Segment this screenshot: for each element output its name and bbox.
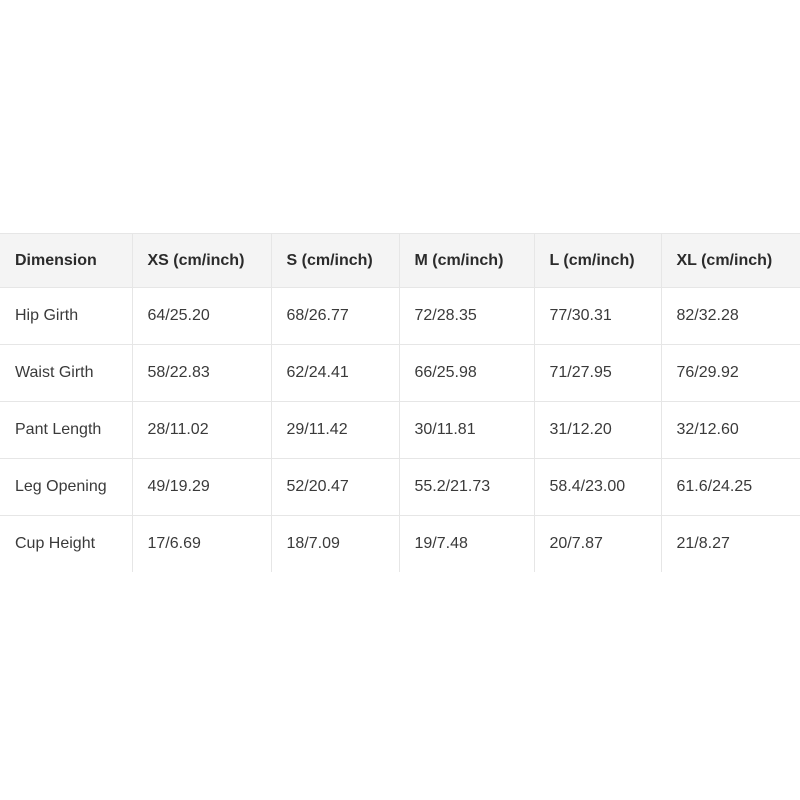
table-cell: 30/11.81 bbox=[399, 402, 534, 459]
table-cell: 58.4/23.00 bbox=[534, 459, 661, 516]
table-row bbox=[0, 459, 800, 516]
table-row bbox=[0, 288, 800, 345]
row-label: Pant Length bbox=[0, 402, 132, 459]
table-cell: 17/6.69 bbox=[132, 516, 271, 573]
table-row bbox=[0, 345, 800, 402]
row-label: Leg Opening bbox=[0, 459, 132, 516]
header-xl: XL (cm/inch) bbox=[661, 234, 800, 288]
header-m: M (cm/inch) bbox=[399, 234, 534, 288]
size-chart-table bbox=[0, 233, 800, 572]
row-label: Cup Height bbox=[0, 516, 132, 573]
table-cell: 58/22.83 bbox=[132, 345, 271, 402]
row-label: Waist Girth bbox=[0, 345, 132, 402]
table-row bbox=[0, 402, 800, 459]
table-cell: 72/28.35 bbox=[399, 288, 534, 345]
table-cell: 29/11.42 bbox=[271, 402, 399, 459]
table-cell: 62/24.41 bbox=[271, 345, 399, 402]
table-cell: 52/20.47 bbox=[271, 459, 399, 516]
table-cell: 21/8.27 bbox=[676, 535, 730, 552]
header-s: S (cm/inch) bbox=[271, 234, 399, 288]
table-cell: 77/30.31 bbox=[534, 288, 661, 345]
table-cell: 55.2/21.73 bbox=[399, 459, 534, 516]
row-label: Hip Girth bbox=[0, 288, 132, 345]
table-cell: 32/12.60 bbox=[661, 402, 800, 459]
table-cell: 68/26.77 bbox=[271, 288, 399, 345]
table-cell: 20/7.87 bbox=[534, 516, 661, 573]
table-cell: 18/7.09 bbox=[271, 516, 399, 573]
header-dimension: Dimension bbox=[0, 234, 132, 288]
table-cell: 49/19.29 bbox=[132, 459, 271, 516]
table-cell: 82/32.28 bbox=[661, 288, 800, 345]
table-cell: 71/27.95 bbox=[534, 345, 661, 402]
header-l: L (cm/inch) bbox=[534, 234, 661, 288]
table-cell: 64/25.20 bbox=[132, 288, 271, 345]
table-cell: 66/25.98 bbox=[399, 345, 534, 402]
table-header-row bbox=[0, 234, 800, 288]
table-cell: 31/12.20 bbox=[534, 402, 661, 459]
table-cell: 19/7.48 bbox=[399, 516, 534, 573]
table-cell: 28/11.02 bbox=[132, 402, 271, 459]
table-cell: 76/29.92 bbox=[661, 345, 800, 402]
header-xs: XS (cm/inch) bbox=[132, 234, 271, 288]
table-row bbox=[0, 516, 800, 573]
table-cell: 61.6/24.25 bbox=[661, 459, 800, 516]
